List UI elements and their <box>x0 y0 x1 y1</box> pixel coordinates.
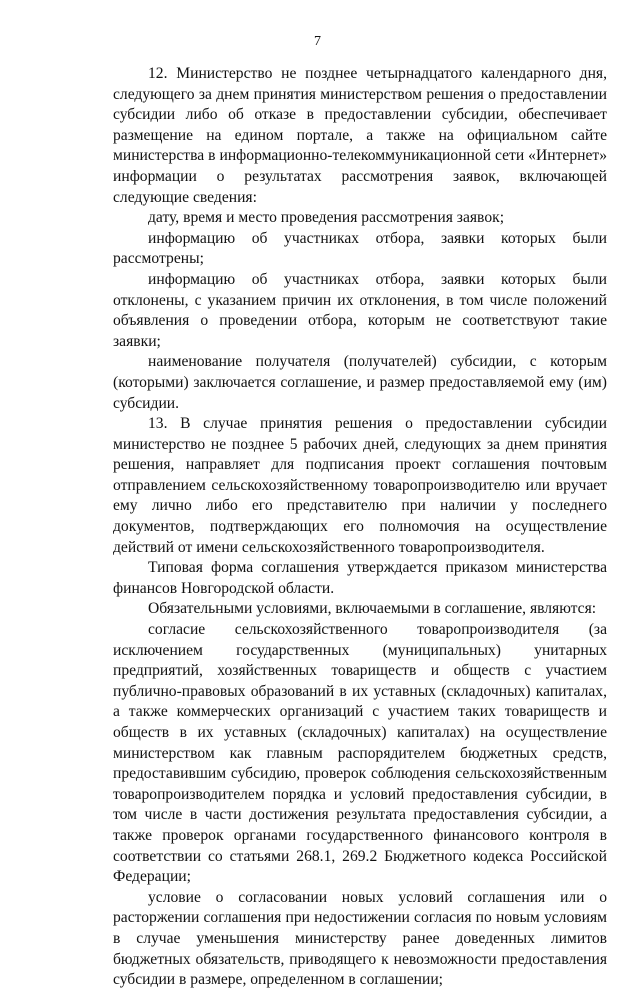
list-item-new-conditions: условие о согласовании новых условий соглашения или о расторжении соглашения при недостижении согласия по новым условиям в случае уменьшения министерству ранее доведенных лимитов бюджетных обязательств, приводящего к невозможности предоставления субсидии в размере, определенном в соглашении; <box>113 888 607 989</box>
list-item-rejected-participants: информацию об участниках отбора, заявки которых были отклонены, с указанием причин их отклонения, в том числе положений объявления о проведении отбора, которым не соответствуют такие заявки; <box>113 270 607 350</box>
paragraph-12: 12. Министерство не позднее четырнадцатого календарного дня, следующего за днем принятия министерством решения о предоставлении субсидии либо об отказе в предоставлении субсидии, обеспечивает размещение на едином портале, а также на официальном сайте министерства в информационно-телекоммуникационной сети «Интернет» информации о результатах рассмотрения заявок, включающей следующие сведения: <box>113 65 607 206</box>
list-item-reviewed-participants: информацию об участниках отбора, заявки которых были рассмотрены; <box>113 229 607 268</box>
paragraph-standard-form: Типовая форма соглашения утверждается приказом министерства финансов Новгородской области. <box>113 559 607 597</box>
list-item-consent: согласие сельскохозяйственного товаропроизводителя (за исключением государственных (муниципальных) унитарных предприятий, хозяйственных товариществ и обществ с участием публично-правовых образований в их уставных (складочных) капиталах, а также коммерческих организаций с участием таких товариществ и обществ в их уставных (складочных) капиталах) на осуществление министерством как главным распорядителем бюджетных средств, предоставившим субсидию, проверок соблюдения сельскохозяйственным товаропроизводителем порядка и условий предоставления субсидии, в том числе в части достижения результата предоставления субсидии, а также проверок органами государственного финансового контроля в соответствии со статьями 268.1, 269.2 Бюджетного кодекса Российской Федерации; <box>113 621 607 886</box>
list-item-recipients: наименование получателя (получателей) субсидии, с которым (которыми) заключается соглашение, и размер предоставляемой ему (им) субсидии. <box>113 353 607 412</box>
document-body <box>113 64 607 991</box>
paragraph-mandatory-conditions: Обязательными условиями, включаемыми в соглашение, являются: <box>148 600 597 618</box>
list-item-review-date: дату, время и место проведения рассмотрения заявок; <box>148 209 505 227</box>
page-number: 7 <box>314 34 321 49</box>
paragraph-13: 13. В случае принятия решения о предоставлении субсидии министерство не позднее 5 рабочих дней, следующих за днем принятия решения, направляет для подписания проект соглашения почтовым отправлением сельскохозяйственному товаропроизводителю или вручает ему лично либо его представителю при наличии у последнего документов, подтверждающих его полномочия на осуществление действий от имени сельскохозяйственного товаропроизводителя. <box>113 415 607 556</box>
